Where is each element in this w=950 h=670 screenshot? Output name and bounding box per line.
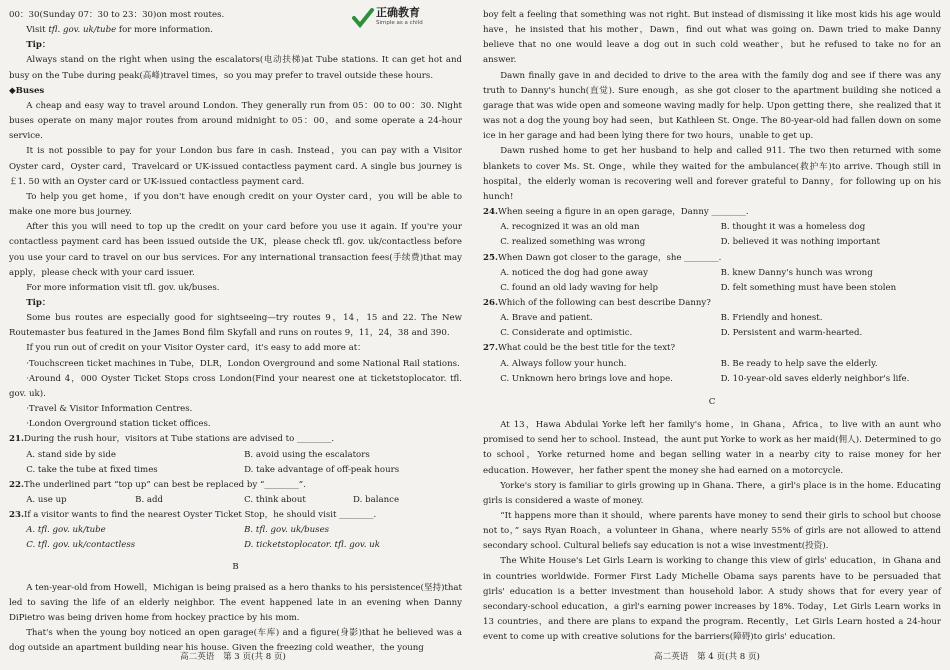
paragraph: If you run out of credit on your Visitor Oyster card，it's easy to add more at： [26,343,366,354]
paragraph: A ten-year-old from Howell，Michigan is being praised as a hero thanks to his persistence(坚持)that led to saving the life of an elderly neighbor. The event happened late in an evening when Danny DiPietro was being driven home from hockey practice by his mom. [9,582,462,624]
checkmark-logo-icon [352,7,374,29]
paragraph: To help you get home，if you don't have enough credit on your Oyster card，you will be able to make one more bus journey. [9,191,462,218]
bullet-item: ·Travel & Visitor Information Centres. [26,404,193,415]
question-number: 26. [483,297,498,308]
option-c: C. take the tube at fixed times [26,464,158,475]
logo-tagline: Simple as a child [376,20,423,26]
paragraph: “It happens more than it should，where parents have money to send their girls to school but choose not to，” says Ryan Roach，a volunteer in Ghana，where nearly 55% of girls are not allowed to attend secondary school. Cultural beliefs say education is not a wise investment(投资). [483,511,941,552]
option-a: A. stand side by side [26,449,116,460]
option-a: A. tfl. gov. uk/tube [26,525,106,536]
question-number: 24. [483,207,498,218]
question-stem: During the rush hour，visitors at Tube stations are advised to ________. [23,434,335,445]
left-column [9,8,462,657]
question-stem: Which of the following can best describe Danny? [497,297,711,308]
paragraph: Some bus routes are especially good for sightseeing—try routes 9，14，15 and 22. The New Routemaster bus featured in the James Bond film Skyfall and runs on routes 9，11，24，38 and 390. [9,313,462,339]
text-line: Visit tfl. gov. uk/tube for more information. [26,25,214,36]
question-number: 21. [9,434,24,445]
paragraph: That's when the young boy noticed an open garage(车库) and a figure(身影)that he believed was a dog outside an apartment building near his house. Given the freezing cold weather，the young [9,628,462,654]
option-d: D. balance [353,495,400,505]
option-b: B. knew Danny's hunch was wrong [720,267,873,278]
paragraph: boy felt a feeling that something was not right. But instead of dismissing it like most kids his age would have，he insisted that his mother，Dawn，find out what was going on. Dawn tried to make Danny believe that no one would leave a dog out in such cold weather，but he refused to take no for an answer. [483,10,941,66]
question-stem: The underlined part “top up” can best be replaced by “________”. [23,479,306,490]
question-number: 25. [483,252,498,263]
option-a: A. recognized it was an old man [500,222,640,233]
url-text: tfl. gov. uk/tube [48,25,117,36]
option-c: C. Considerate and optimistic. [500,328,633,339]
question-24 [483,205,941,250]
publisher-logo [352,6,456,30]
tip-label: Tip： [26,297,51,308]
paragraph: Always stand on the right when using the escalators(电动扶梯)at Tube stations. It can get hot and busy on the Tube during peak(高峰)travel times，so you may prefer to travel outside these hours. [9,55,462,81]
paragraph: The White House's Let Girls Learn is working to change this view of girls' education，in Ghana and in countries worldwide. Former First Lady Michelle Obama says parents have to be persuaded that girls' education is a better investment than household labor. A study shows that for every year of secondary-school education，a girl's earning power increases by 18%. Today，Let Girls Learn works in 13 countries，and there are plans to expand the program. Recently，Let Girls Learn hosted a 24-hour event to come up with creative solutions for the barriers(障碍)to girls' education. [483,556,941,643]
question-stem: What could be the best title for the text? [497,343,676,354]
question-21 [9,432,462,477]
option-a: A. Brave and patient. [500,313,593,324]
question-26 [483,296,941,341]
question-27 [483,341,941,386]
paragraph: Dawn rushed home to get her husband to help and called 911. The two then returned with some blankets to cover Ms. St. Onge，while they waited for the ambulance(救护车)to arrive. Though still in hospital，the elderly woman is recovering well and forever grateful to Danny，for following up on his hunch! [483,146,941,202]
question-number: 22. [9,479,24,490]
option-b: B. Friendly and honest. [720,313,823,324]
option-d: D. ticketstoplocator. tfl. gov. uk [244,540,380,551]
page-footer-right: 高二英语 第 4 页(共 8 页) [654,652,760,662]
option-d: D. felt something must have been stolen [720,282,897,293]
question-number: 23. [9,510,24,521]
option-b: B. thought it was a homeless dog [720,222,866,233]
question-22 [9,478,462,508]
section-label-b: B [232,561,239,572]
option-c: C. Unknown hero brings love and hope. [500,373,673,384]
option-c: C. realized something was wrong [500,237,646,248]
question-25 [483,251,941,296]
bullet-item: ·London Overground station ticket offices. [26,419,211,430]
page-footer-left: 高二英语 第 3 页(共 8 页) [180,652,286,662]
option-a: A. use up [26,495,67,505]
paragraph: For more information visit tfl. gov. uk/buses. [26,282,220,293]
option-a: A. noticed the dog had gone away [500,267,648,278]
option-d: D. Persistent and warm-hearted. [720,328,863,339]
option-b: B. tfl. gov. uk/buses [244,525,330,536]
paragraph: It is not possible to pay for your London bus fare in cash. Instead，you can pay with a Visitor Oyster card，Oyster card，Travelcard or UK-issued contactless payment card. A single bus journey is ￡1. 50 with an Oyster card or UK-issued contactless payment card. [9,146,462,187]
tip-label: Tip： [26,40,51,51]
paragraph: At 13，Hawa Abdulai Yorke left her family's home，in Ghana，Africa，to live with an aunt who promised to send her to school. Instead，the aunt put Yorke to work as her maid(佣人). Determined to go to school，Yorke returned home and began selling water in a nearby city to raise money for her education. However，her father spent the money she had earned on a motorcycle. [483,420,941,476]
paragraph: Yorke's story is familiar to girls growing up in Ghana. There，a girl's place is in the home. Educating girls is considered a waste of money. [483,480,941,506]
text-line: 00：30(Sunday 07：30 to 23：30)on most routes. [9,10,225,20]
question-number: 27. [483,343,498,354]
bullet-item: ·Around 4，000 Oyster Ticket Stops cross London(Find your nearest one at ticketstoplocator. tfl. gov. uk). [9,373,462,399]
option-a: A. Always follow your hunch. [500,358,627,369]
option-c: C. tfl. gov. uk/contactless [26,540,136,551]
paragraph: Dawn finally gave in and decided to drive to the area with the family dog and see if there was any truth to Danny's hunch(直觉). Sure enough，as she got closer to the apartment building she noticed a garage that was wide open and someone waving madly for help. Upon getting there，she realized that it was not a dog the young boy had seen，but Kathleen St. Onge. The 80-year-old had fallen down on some ice in her garage and had been lying there for two hours，unable to get up. [483,70,941,142]
option-b: B. Be ready to help save the elderly. [720,358,878,369]
option-c: C. found an old lady waving for help [500,282,658,293]
option-b: B. add [135,495,164,505]
question-stem: When seeing a figure in an open garage，Danny ________. [497,207,749,218]
option-d: D. take advantage of off-peak hours [244,464,400,475]
section-label-c: C [708,396,716,407]
bullet-item: ·Touchscreen ticket machines in Tube，DLR，London Overground and some National Rail stations. [26,358,460,369]
question-stem: When Dawn got closer to the garage，she ________. [497,252,722,263]
logo-name: 正确教育 [376,6,420,19]
paragraph: After this you will need to top up the credit on your card before you use it again. If you're your contactless payment card has been issued outside the UK，please check tfl. gov. uk/contactless before you use your card to travel on our bus services. For any international transaction fees(手续费)that may apply，please check with your card issuer. [9,222,462,278]
option-d: D. 10-year-old saves elderly neighbor's life. [720,373,910,384]
option-b: B. avoid using the escalators [244,449,370,460]
question-23 [9,508,462,553]
right-column [483,8,941,645]
section-heading-buses: ◆Buses [9,85,45,96]
option-c: C. think about [244,495,306,505]
question-stem: If a visitor wants to find the nearest Oyster Ticket Stop，he should visit ________. [23,510,377,521]
paragraph: A cheap and easy way to travel around London. They generally run from 05：00 to 00：30. Night buses operate on many major routes from around midnight to 05：00，and some operate a 24-hour service. [9,100,462,142]
option-d: D. believed it was nothing important [720,237,880,248]
